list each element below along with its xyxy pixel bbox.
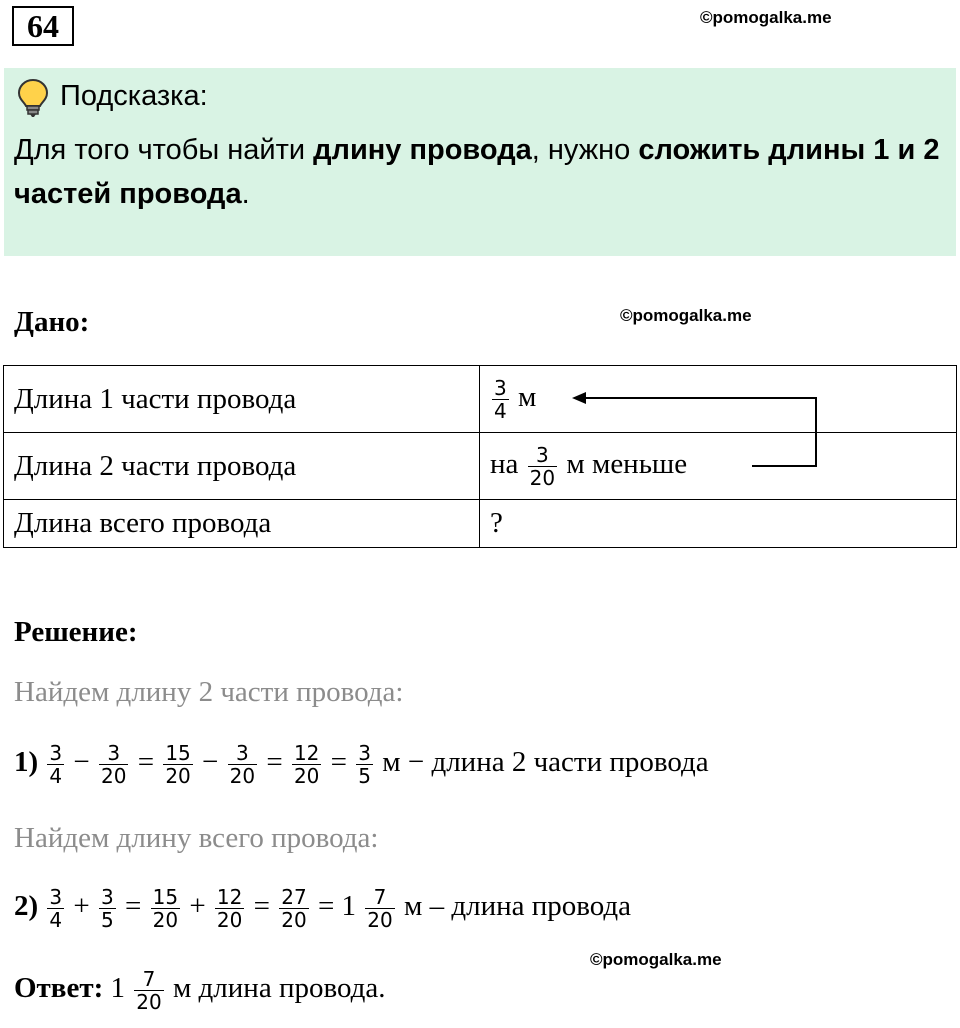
watermark-top: ©pomogalka.me xyxy=(700,8,832,27)
row-label: Длина 2 части провода xyxy=(4,433,480,500)
comparison-arrow-icon xyxy=(560,388,830,478)
step2-caption: Найдем длину всего провода: xyxy=(14,822,379,854)
problem-number: 64 xyxy=(12,6,74,46)
table-row xyxy=(4,500,957,548)
step1-equation: 1) $\frac{3}{4}$ − $\frac{3}{20}$ = $\frac{15}{20}$ − $\frac{3}{20}$ = $\frac{12}{20}$ = $\frac{3}{5}$ м − длина 2 части провода xyxy=(14,741,709,788)
solution-title: Решение: xyxy=(14,616,138,648)
row-label: Длина всего провода xyxy=(4,500,480,548)
hint-title: Подсказка: xyxy=(60,80,208,112)
fraction: $\frac{3}{20}$ xyxy=(529,442,556,490)
hint-text: Для того чтобы найти длину провода, нужно сложить длины 1 и 2 частей провода. xyxy=(14,134,940,210)
fraction: $\frac{3}{4}$ xyxy=(494,375,507,423)
answer-line: Ответ: 1 $\frac{7}{20}$ м длина провода. xyxy=(14,967,386,1014)
row-value: $\frac{3}{4}$ м xyxy=(480,366,957,433)
given-title: Дано: xyxy=(14,306,90,338)
watermark-bottom: ©pomogalka.me xyxy=(590,950,722,969)
step2-equation: 2) $\frac{3}{4}$ + $\frac{3}{5}$ = $\frac{15}{20}$ + $\frac{12}{20}$ = $\frac{27}{20}$ = 1 $\frac{7}{20}$ м – длина провода xyxy=(14,885,632,932)
row-value: ? xyxy=(480,500,957,548)
row-value: на $\frac{3}{20}$ м меньше xyxy=(480,433,957,500)
watermark-middle: ©pomogalka.me xyxy=(620,306,752,325)
step1-caption: Найдем длину 2 части провода: xyxy=(14,676,404,708)
lightbulb-icon xyxy=(16,78,50,118)
row-label: Длина 1 части провода xyxy=(4,366,480,433)
